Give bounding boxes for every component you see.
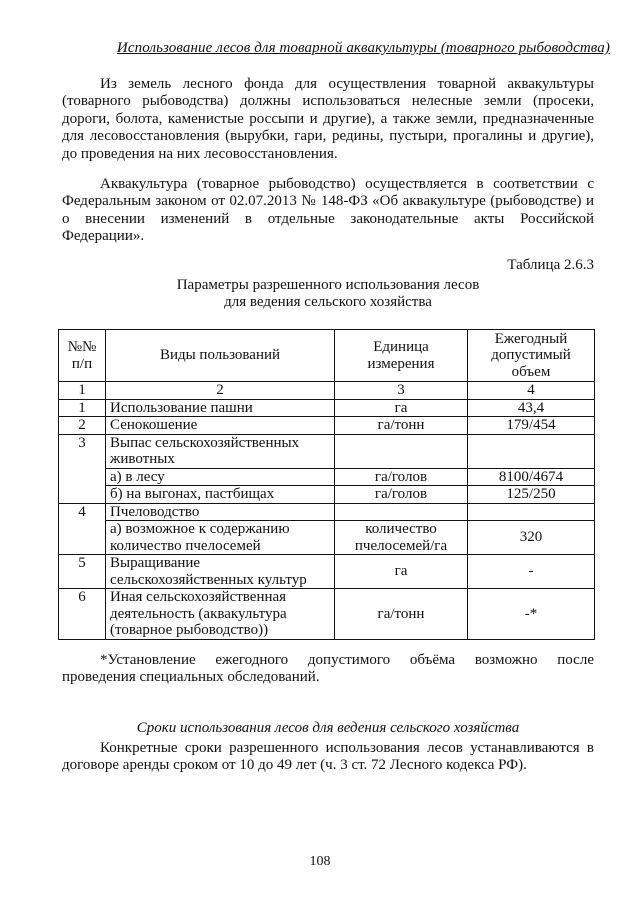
- row-unit-line-1: количество: [365, 521, 437, 537]
- footnote-word: допустимого: [307, 652, 391, 668]
- footnote-line-2: проведения специальных обследований.: [62, 669, 320, 686]
- row-volume: -*: [468, 589, 595, 640]
- paragraph-2-text: Аквакультура (товарное рыбоводство) осуществляется в соответствии с Федеральным законом от 02.07.2013 № 148-ФЗ «Об аквакультуре (рыбоводстве) и о внесении изменений в отдельные законодательные акты Российской Федерации».: [62, 176, 594, 245]
- table-header-row: [59, 330, 595, 382]
- row-number: 3: [59, 434, 106, 503]
- row-unit-empty: [335, 503, 468, 521]
- column-number: 3: [335, 382, 468, 400]
- footnote-word: объёма: [409, 652, 456, 668]
- header-unit: [335, 330, 468, 382]
- footnote-word: возможно: [474, 652, 538, 668]
- column-number: 4: [468, 382, 595, 400]
- header-volume-line-2: допустимый: [491, 347, 571, 364]
- section-title: Сроки использования лесов для ведения сельского хозяйства: [136, 720, 520, 736]
- column-number-row: [59, 382, 595, 400]
- table-title-line-2: для ведения сельского хозяйства: [224, 294, 432, 310]
- row-kind: Сенокошение: [106, 417, 335, 435]
- row-volume: 8100/4674: [468, 468, 595, 486]
- row-kind-line-2: деятельность (аквакультура: [110, 605, 287, 622]
- row-kind-line-1: Иная сельскохозяйственная: [110, 589, 287, 605]
- table-label: Таблица 2.6.3: [507, 257, 594, 273]
- row-unit-empty: [335, 434, 468, 468]
- table-footnote: [62, 652, 594, 687]
- footnote-line-1: [62, 652, 594, 669]
- table-subrow: [59, 468, 595, 486]
- table-title-line-1: Параметры разрешенного использования лесов: [176, 277, 480, 293]
- running-header: Использование лесов для товарной аквакультуры (товарного рыбоводства): [116, 40, 610, 56]
- header-volume: [468, 330, 595, 382]
- table-subrow: [59, 521, 595, 555]
- row-unit: га: [335, 555, 468, 589]
- row-kind: [106, 555, 335, 589]
- row-volume: 179/454: [468, 417, 595, 435]
- column-number: 2: [106, 382, 335, 400]
- row-kind-line-3: (товарное рыбоводство)): [110, 622, 269, 638]
- row-volume: 320: [468, 521, 595, 555]
- row-number: 5: [59, 555, 106, 589]
- table-row: [59, 589, 595, 640]
- row-kind: б) на выгонах, пастбищах: [106, 486, 335, 504]
- header-unit-line-1: Единица: [373, 339, 429, 355]
- row-kind-line-2: количество пчелосемей: [110, 537, 261, 554]
- header-volume-line-3: объем: [511, 363, 551, 380]
- row-unit: га/тонн: [335, 589, 468, 640]
- header-volume-line-1: Ежегодный: [494, 330, 568, 347]
- table-row: [59, 503, 595, 521]
- row-number: 2: [59, 417, 106, 435]
- footnote-word: после: [557, 652, 594, 668]
- row-unit-line-2: пчелосемей/га: [354, 537, 448, 554]
- table-row: [59, 417, 595, 435]
- page-number: 108: [309, 854, 331, 869]
- row-number: 4: [59, 503, 106, 555]
- row-kind: а) в лесу: [106, 468, 335, 486]
- footnote-word: ежегодного: [215, 652, 289, 668]
- row-number: 1: [59, 399, 106, 417]
- row-kind: [106, 589, 335, 640]
- row-kind: [106, 434, 335, 468]
- row-kind: [106, 521, 335, 555]
- parameters-table: [58, 329, 595, 640]
- row-volume: 43,4: [468, 399, 595, 417]
- paragraph-1-text: Из земель лесного фонда для осуществления товарной аквакультуры (товарного рыбоводства) должны использоваться нелесные земли (просеки, дороги, болота, каменистые россыпи и другие), а также земли, предназначенные для лесовосстановления (вырубки, гари, редины, пустыри, прогалины и другие), до проведения на них лесовосстановления.: [62, 76, 594, 162]
- row-kind-line-1: Выпас сельскохозяйственных: [110, 434, 300, 451]
- footnote-word: *Установление: [100, 652, 196, 668]
- table-row: [59, 434, 595, 468]
- paragraph-2: [62, 176, 594, 246]
- row-volume: -: [468, 555, 595, 589]
- header-kind: Виды пользований: [106, 330, 335, 382]
- row-volume: 125/250: [468, 486, 595, 504]
- row-kind-line-2: животных: [110, 451, 175, 467]
- header-unit-line-2: измерения: [367, 355, 435, 372]
- row-number: 6: [59, 589, 106, 640]
- header-num-line-2: п/п: [71, 355, 93, 372]
- row-kind-line-1: а) возможное к содержанию: [110, 521, 290, 537]
- row-volume-empty: [468, 434, 595, 468]
- row-unit: га/тонн: [335, 417, 468, 435]
- row-unit: га: [335, 399, 468, 417]
- table-row: [59, 555, 595, 589]
- paragraph-3-text: Конкретные сроки разрешенного использования лесов устанавливаются в договоре аренды сроком от 10 до 49 лет (ч. 3 ст. 72 Лесного кодекса РФ).: [62, 740, 594, 774]
- row-kind: Использование пашни: [106, 399, 335, 417]
- row-unit: га/голов: [335, 468, 468, 486]
- table-title: [62, 277, 594, 311]
- row-kind-line-1: Выращивание: [110, 555, 201, 571]
- column-number: 1: [59, 382, 106, 400]
- table-subrow: [59, 486, 595, 504]
- paragraph-1: [62, 76, 594, 163]
- row-unit: га/голов: [335, 486, 468, 504]
- header-num-line-1: №№: [67, 339, 97, 355]
- header-num: [59, 330, 106, 382]
- table-row: [59, 399, 595, 417]
- row-volume-empty: [468, 503, 595, 521]
- row-kind: Пчеловодство: [106, 503, 335, 521]
- row-unit: [335, 521, 468, 555]
- paragraph-3: [62, 740, 594, 775]
- row-kind-line-2: сельскохозяйственных культур: [110, 571, 307, 588]
